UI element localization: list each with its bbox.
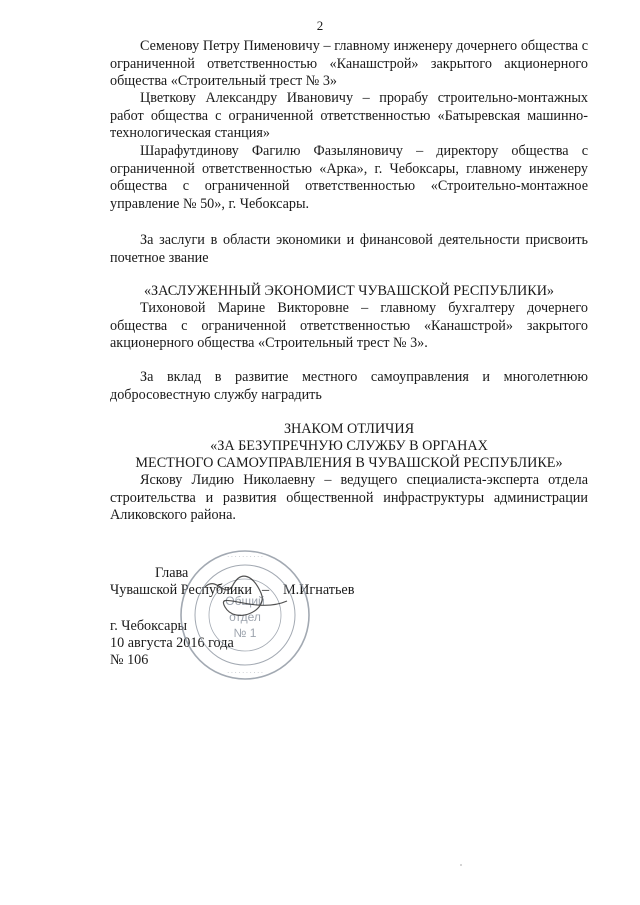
award-title-line-1: ЗНАКОМ ОТЛИЧИЯ — [283, 421, 415, 437]
award-title-line-2: «ЗА БЕЗУПРЕЧНУЮ СЛУЖБУ В ОРГАНАХ — [210, 438, 488, 454]
economist-intro: За заслуги в области экономики и финансовой деятельности присвоить почетное звание — [110, 232, 588, 266]
footer-number: № 106 — [110, 652, 149, 668]
award-recipient-semenov: Семенову Петру Пименовичу – главному инженеру дочернего общества с ограниченной ответственностью «Канашстрой» закрытого акционерного общества «Строительный трест № 3» — [110, 38, 588, 89]
economist-recipient: Тихоновой Марине Викторовне – главному бухгалтеру дочернего общества с ограниченной ответственностью «Канашстрой» закрытого акционерного общества «Строительный трест № 3». — [110, 300, 588, 351]
stamp-text-line-1: Общий — [225, 594, 265, 608]
stamp-text-line-2: отдел — [229, 610, 261, 624]
svg-text:∙ ∙ ∙ ∙ ∙ ∙ ∙ ∙ ∙ ∙: ∙ ∙ ∙ ∙ ∙ ∙ ∙ ∙ ∙ ∙ — [227, 552, 263, 561]
award-recipient-sharafutdinov: Шарафутдинову Фагилю Фазыляновичу – директору общества с ограниченной ответственностью «Арка», г. Чебоксары, главному инженеру общества с ограниченной ответственностью «Строительно-монтажное управление № 50», г. Чебоксары. — [110, 143, 588, 212]
economist-title: «ЗАСЛУЖЕННЫЙ ЭКОНОМИСТ ЧУВАШСКОЙ РЕСПУБЛИКИ» — [143, 283, 555, 299]
award-title-line-3: МЕСТНОГО САМОУПРАВЛЕНИЯ В ЧУВАШСКОЙ РЕСПУБЛИКЕ» — [135, 455, 563, 471]
stamp-text-line-3: № 1 — [233, 626, 257, 640]
award-recipient-tsvetkov: Цветкову Александру Ивановичу – прорабу строительно-монтажных работ общества с ограниченной ответственностью «Батыревская машинно-технологическая станция» — [110, 90, 588, 141]
page-number: 2 — [316, 18, 324, 33]
footer-date: 10 августа 2016 года — [110, 635, 234, 651]
footer-city: г. Чебоксары — [110, 618, 188, 634]
signature-dash: – — [262, 582, 270, 598]
official-stamp — [175, 545, 315, 685]
svg-text:∙ ∙ ∙ ∙ ∙ ∙ ∙ ∙ ∙ ∙: ∙ ∙ ∙ ∙ ∙ ∙ ∙ ∙ ∙ ∙ — [227, 668, 263, 677]
signature-position-line-2: Чувашской Республики — [110, 582, 252, 598]
award-intro: За вклад в развитие местного самоуправления и многолетнюю добросовестную службу наградить — [110, 369, 588, 403]
margin-speck — [460, 864, 462, 866]
award-recipient-yaskova: Яскову Лидию Николаевну – ведущего специалиста-эксперта отдела строительства и развития общественной инфраструктуры администрации Аликовского района. — [110, 472, 588, 523]
signature-position-line-1: Глава — [155, 565, 189, 581]
signature-name: М.Игнатьев — [283, 582, 355, 598]
